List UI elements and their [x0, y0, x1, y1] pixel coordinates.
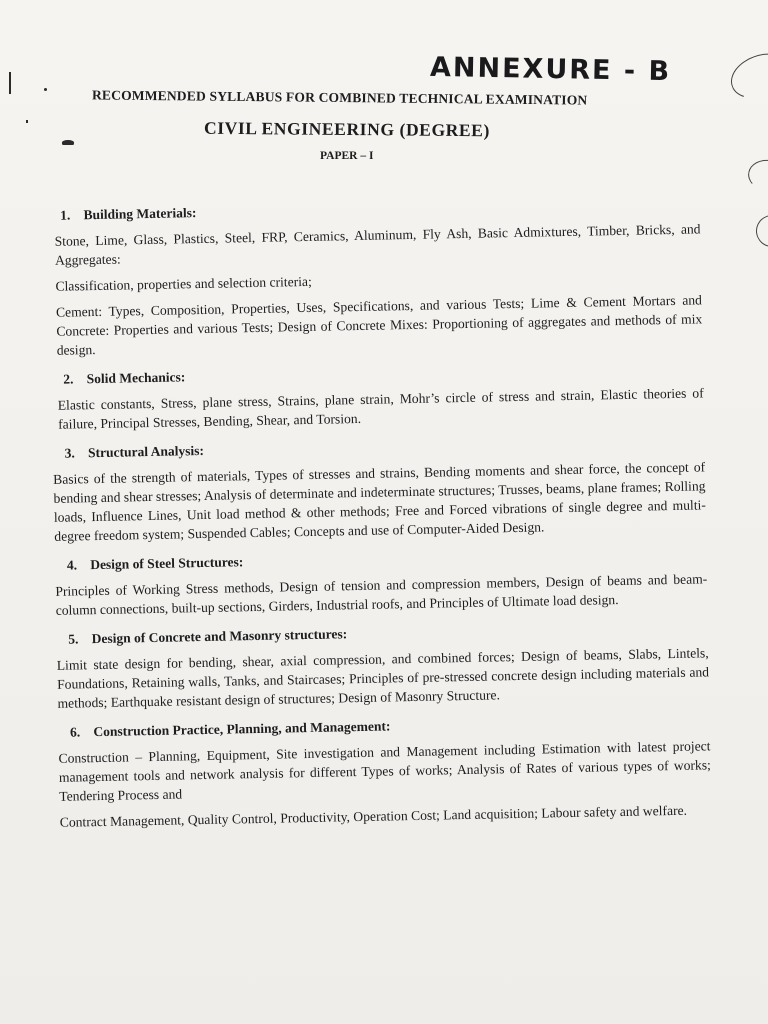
section-paragraph: Principles of Working Stress methods, Design of tension and compression members, Design of beams and beam-column connections, built-up sections, Girders, Industrial roofs, and Principles of Ultimate load design.	[55, 571, 708, 618]
section-heading	[67, 545, 707, 573]
section-paragraph: Contract Management, Quality Control, Productivity, Operation Cost; Land acquisition; Labour safety and welfare.	[59, 802, 688, 830]
section-paragraph: Basics of the strength of materials, Types of stresses and strains, Bending moments and shear force, the concept of bending and shear stresses; Analysis of determinate and indeterminate structures; Trusses, beams, plane frames; Rolling loads, Influence Lines, Unit load method & other methods; Free and Forced vibrations of single degree and multi-degree freedom system; Suspended Cables; Concepts and use of Computer-Aided Design.	[53, 459, 706, 544]
syllabus-content	[44, 195, 712, 843]
margin-curve-mark	[725, 46, 768, 107]
section-title: Design of Concrete and Masonry structures:	[91, 626, 348, 647]
section-paragraph: Stone, Lime, Glass, Plastics, Steel, FRP, Ceramics, Aluminum, Fly Ash, Basic Admixtures, Timber, Bricks, and Aggregates:	[54, 221, 701, 268]
section-title: Solid Mechanics:	[86, 369, 186, 387]
section-heading	[70, 712, 710, 740]
annexure-label: ANNEXURE - B	[429, 51, 672, 88]
section-number: 2.	[63, 371, 74, 387]
section-building-materials	[44, 195, 703, 360]
section-number: 3.	[64, 445, 75, 461]
section-number: 1.	[59, 207, 71, 223]
scan-mark	[62, 140, 74, 145]
section-title: Structural Analysis:	[87, 442, 205, 461]
section-title: Construction Practice, Planning, and Management:	[93, 718, 391, 740]
section-number: 5.	[68, 631, 79, 647]
section-number: 6.	[69, 724, 81, 740]
scan-mark	[26, 120, 28, 123]
section-solid-mechanics	[47, 359, 704, 434]
section-heading	[68, 619, 708, 647]
section-number: 4.	[66, 557, 78, 573]
section-steel-structures	[51, 545, 708, 620]
section-construction-management	[54, 712, 712, 832]
margin-curve-mark	[746, 157, 768, 196]
document-title: RECOMMENDED SYLLABUS FOR COMBINED TECHNICAL EXAMINATION	[91, 87, 588, 108]
scan-mark	[9, 72, 11, 94]
section-structural-analysis	[49, 433, 707, 546]
section-heading	[65, 433, 705, 461]
section-heading	[63, 359, 703, 387]
section-title: Building Materials:	[83, 205, 197, 223]
paper-label: PAPER – I	[320, 150, 374, 162]
scan-mark	[44, 88, 47, 91]
section-paragraph: Elastic constants, Stress, plane stress, Strains, plane strain, Mohr’s circle of stress and strain, Elastic theories of failure, Principal Stresses, Bending, Shear, and Torsion.	[57, 385, 704, 432]
subject-heading: CIVIL ENGINEERING (DEGREE)	[203, 117, 491, 141]
section-paragraph: Classification, properties and selection criteria;	[55, 273, 312, 294]
section-title: Design of Steel Structures:	[90, 554, 244, 573]
section-paragraph: Limit state design for bending, shear, axial compression, and combined forces; Design of beams, Slabs, Lintels, Foundations, Retaining walls, Tanks, and Staircases; Principles of pre-stressed concrete design including materials and methods; Earthquake resistant design of structures; Design of Masonry Structure.	[56, 645, 710, 711]
section-paragraph: Cement: Types, Composition, Properties, Uses, Specifications, and various Tests; Lime & Cement Mortars and Concrete: Properties and various Tests; Design of Concrete Mixes: Proportioning of aggregates and methods of mix design.	[55, 292, 703, 358]
section-paragraph: Construction – Planning, Equipment, Site investigation and Management including Estimation with latest project management tools and network analysis for different Types of works; Analysis of Rates of various types of works; Tendering Process and	[58, 738, 711, 804]
margin-curve-mark	[750, 209, 768, 253]
section-concrete-masonry	[52, 619, 709, 713]
section-heading	[60, 195, 700, 223]
